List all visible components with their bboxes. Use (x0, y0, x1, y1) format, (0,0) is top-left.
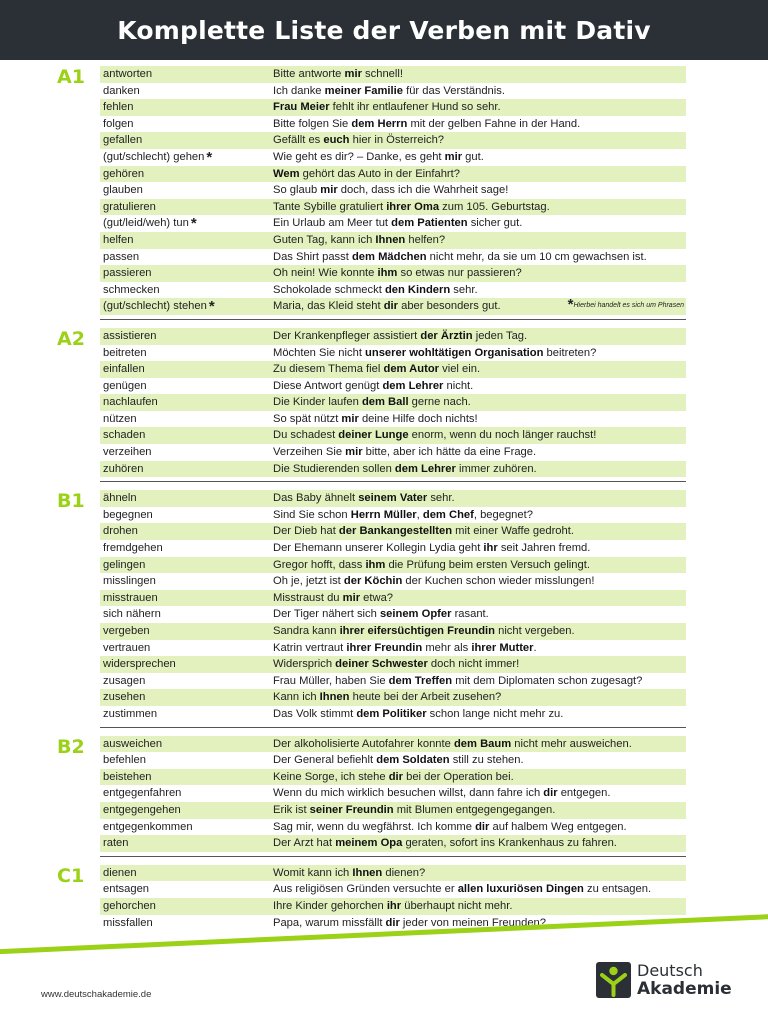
example-sentence: Keine Sorge, ich stehe dir bei der Operation bei. (273, 770, 514, 783)
example-sentence: So spät nützt mir deine Hilfe doch nichts! (273, 412, 478, 425)
example-sentence: Gregor hofft, dass ihm die Prüfung beim ersten Versuch gelingt. (273, 558, 590, 571)
verb: widersprechen (103, 658, 176, 671)
verb: vergeben (103, 625, 150, 637)
verb: passen (103, 250, 140, 263)
example-sentence: Zu diesem Thema fiel dem Autor viel ein. (273, 363, 481, 376)
example-sentence: Der Tiger nähert sich seinem Opfer rasant. (273, 608, 489, 621)
example-sentence: Ein Urlaub am Meer tut dem Patienten sicher gut. (273, 217, 523, 230)
verb: entgegenfahren (103, 787, 182, 800)
verb-row (100, 785, 686, 802)
section-b1 (0, 490, 768, 722)
example-sentence: Katrin vertraut ihrer Freundin mehr als ihrer Mutter. (273, 641, 537, 654)
section-divider (100, 856, 686, 857)
example-sentence: Wie geht es dir? – Danke, es geht mir gut. (273, 150, 484, 163)
verb: (gut/schlecht) stehen * (103, 298, 215, 315)
verb-row (100, 769, 686, 786)
verb-row (100, 99, 686, 116)
verb-row (100, 298, 686, 315)
verb-row (100, 706, 686, 723)
verb: (gut/schlecht) gehen * (103, 148, 213, 166)
verb: danken (103, 84, 140, 97)
logo-line2: Akademie (637, 979, 732, 999)
example-sentence: Diese Antwort genügt dem Lehrer nicht. (273, 379, 474, 392)
example-sentence: Guten Tag, kann ich Ihnen helfen? (273, 233, 446, 246)
verb-row (100, 249, 686, 266)
verb: beistehen (103, 770, 152, 783)
verb: zuhören (103, 462, 144, 475)
footer-url[interactable]: www.deutschakademie.de (41, 989, 152, 1000)
verb: schaden (103, 429, 146, 442)
example-sentence: Womit kann ich Ihnen dienen? (273, 866, 426, 879)
verb: missfallen (103, 916, 153, 929)
example-sentence: So glaub mir doch, dass ich die Wahrheit sage! (273, 184, 509, 197)
section-divider (100, 319, 686, 320)
verb-row (100, 116, 686, 133)
verb-row (100, 802, 686, 819)
section-b2 (0, 736, 768, 852)
example-sentence: Ihre Kinder gehorchen ihr überhaupt nicht mehr. (273, 899, 513, 912)
verb: drohen (103, 525, 138, 538)
verb: entgegenkommen (103, 820, 193, 833)
example-sentence: Widersprich deiner Schwester doch nicht immer! (273, 658, 520, 671)
verb-row (100, 507, 686, 524)
section-divider (100, 727, 686, 728)
verb-row (100, 590, 686, 607)
section-a1 (0, 66, 768, 315)
verb-row (100, 656, 686, 673)
brand-logo (596, 962, 732, 998)
verb-row (100, 490, 686, 507)
verb-row (100, 673, 686, 690)
verb-row (100, 199, 686, 216)
example-sentence: Der alkoholisierte Autofahrer konnte dem Baum nicht mehr ausweichen. (273, 737, 632, 750)
verb-row (100, 557, 686, 574)
verb-row (100, 444, 686, 461)
verb-row (100, 461, 686, 478)
verb: antworten (103, 68, 153, 80)
verb: folgen (103, 117, 134, 130)
example-sentence: Bitte folgen Sie dem Herrn mit der gelben Fahne in der Hand. (273, 117, 581, 130)
example-sentence: Gefällt es euch hier in Österreich? (273, 134, 445, 147)
verb-row (100, 394, 686, 411)
verb-row (100, 411, 686, 428)
example-sentence: Papa, warum missfällt dir jeder von meinen Freunden? (273, 916, 546, 929)
example-sentence: Der Krankenpfleger assistiert der Ärztin jeden Tag. (273, 329, 528, 342)
verb: assistieren (103, 329, 157, 342)
verb: gefallen (103, 134, 143, 147)
verb-row (100, 623, 686, 640)
example-sentence: Aus religiösen Gründen versuchte er allen luxuriösen Dingen zu entsagen. (273, 883, 652, 896)
example-sentence: Sag mir, wenn du wegfährst. Ich komme dir auf halbem Weg entgegen. (273, 820, 627, 833)
verb-row (100, 345, 686, 362)
example-sentence: Das Baby ähnelt seinem Vater sehr. (273, 492, 455, 505)
verb-row (100, 328, 686, 345)
verb: fremdgehen (103, 542, 163, 555)
verb-row (100, 752, 686, 769)
verb: entsagen (103, 883, 150, 896)
verb: misstrauen (103, 591, 158, 604)
verb-row (100, 640, 686, 657)
verb-list (0, 66, 768, 931)
verb: sich nähern (103, 608, 161, 621)
verb: verzeihen (103, 446, 152, 459)
verb: passieren (103, 267, 152, 280)
example-sentence: Der Arzt hat meinem Opa geraten, sofort ins Krankenhaus zu fahren. (273, 837, 617, 850)
verb: fehlen (103, 101, 134, 114)
verb-row (100, 540, 686, 557)
example-sentence: Frau Müller, haben Sie dem Treffen mit dem Diplomaten schon zugesagt? (273, 674, 643, 687)
section-divider (100, 481, 686, 482)
example-sentence: Bitte antworte mir schnell! (273, 68, 403, 80)
logo-icon (596, 962, 631, 998)
verb-row (100, 182, 686, 199)
verb-row (100, 819, 686, 836)
verb-row (100, 378, 686, 395)
verb: gratulieren (103, 200, 156, 213)
example-sentence: Die Kinder laufen dem Ball gerne nach. (273, 396, 471, 409)
verb: einfallen (103, 363, 145, 376)
verb-row (100, 427, 686, 444)
verb-row (100, 881, 686, 898)
verb-row (100, 149, 686, 166)
level-label: B2 (57, 735, 85, 758)
verb-row (100, 83, 686, 100)
verb-row (100, 166, 686, 183)
verb: genügen (103, 379, 147, 392)
example-sentence: Frau Meier fehlt ihr entlaufener Hund so sehr. (273, 101, 501, 114)
verb-row (100, 132, 686, 149)
example-sentence: Schokolade schmeckt den Kindern sehr. (273, 283, 478, 296)
verb: befehlen (103, 754, 146, 767)
verb: beitreten (103, 346, 147, 359)
verb-row (100, 835, 686, 852)
verb-row (100, 865, 686, 882)
verb-row (100, 232, 686, 249)
verb-row (100, 282, 686, 299)
verb: (gut/leid/weh) tun * (103, 215, 197, 232)
verb: misslingen (103, 575, 156, 588)
example-sentence: Der Dieb hat der Bankangestellten mit einer Waffe gedroht. (273, 525, 574, 538)
phrase-asterisk: * (206, 148, 213, 166)
verb: zusagen (103, 674, 146, 687)
verb-row (100, 689, 686, 706)
verb: schmecken (103, 283, 160, 296)
phrase-asterisk: * (208, 298, 215, 315)
example-sentence: Du schadest deiner Lunge enorm, wenn du noch länger rauchst! (273, 429, 597, 442)
verb: begegnen (103, 508, 153, 521)
level-label: C1 (57, 864, 85, 887)
verb: gehören (103, 167, 145, 180)
verb-row (100, 898, 686, 915)
verb: ausweichen (103, 737, 163, 750)
verb: zustimmen (103, 707, 158, 720)
example-sentence: Sind Sie schon Herrn Müller, dem Chef, begegnet? (273, 508, 533, 521)
verb-row (100, 523, 686, 540)
example-sentence: Maria, das Kleid steht dir aber besonders gut. (273, 300, 501, 313)
verb: gelingen (103, 558, 146, 571)
example-sentence: Sandra kann ihrer eifersüchtigen Freundin nicht vergeben. (273, 625, 575, 637)
example-sentence: Oh je, jetzt ist der Köchin der Kuchen schon wieder misslungen! (273, 575, 595, 588)
level-label: A2 (57, 327, 85, 350)
example-sentence: Ich danke meiner Familie für das Verständnis. (273, 84, 505, 97)
example-sentence: Oh nein! Wie konnte ihm so etwas nur passieren? (273, 267, 522, 280)
example-sentence: Die Studierenden sollen dem Lehrer immer zuhören. (273, 462, 537, 475)
verb: gehorchen (103, 899, 156, 912)
verb: raten (103, 837, 129, 850)
example-sentence: Der Ehemann unserer Kollegin Lydia geht ihr seit Jahren fremd. (273, 542, 591, 555)
verb-row (100, 66, 686, 83)
example-sentence: Misstraust du mir etwa? (273, 591, 394, 604)
logo-line1: Deutsch (637, 961, 703, 980)
verb: glauben (103, 184, 143, 197)
page-title: Komplette Liste der Verben mit Dativ (0, 0, 768, 60)
example-sentence: Möchten Sie nicht unserer wohltätigen Organisation beitreten? (273, 346, 597, 359)
verb-row (100, 573, 686, 590)
verb: zusehen (103, 691, 146, 704)
phrase-asterisk: * (190, 215, 197, 232)
example-sentence: Erik ist seiner Freundin mit Blumen entgegengegangen. (273, 803, 556, 816)
verb-row (100, 265, 686, 282)
example-sentence: Wem gehört das Auto in der Einfahrt? (273, 167, 460, 180)
example-sentence: Verzeihen Sie mir bitte, aber ich hätte da eine Frage. (273, 446, 537, 459)
verb: ähneln (103, 492, 137, 505)
verb: helfen (103, 233, 134, 246)
example-sentence: Tante Sybille gratuliert ihrer Oma zum 105. Geburtstag. (273, 200, 550, 213)
section-a2 (0, 328, 768, 477)
verb-row (100, 606, 686, 623)
verb: nachlaufen (103, 396, 158, 409)
verb: nützen (103, 412, 137, 425)
level-label: B1 (57, 490, 85, 513)
verb: entgegengehen (103, 803, 181, 816)
verb: dienen (103, 866, 137, 879)
example-sentence: Das Shirt passt dem Mädchen nicht mehr, da sie um 10 cm gewachsen ist. (273, 250, 647, 263)
example-sentence: Wenn du mich wirklich besuchen willst, dann fahre ich dir entgegen. (273, 787, 611, 800)
example-sentence: Kann ich Ihnen heute bei der Arbeit zusehen? (273, 691, 502, 704)
verb: vertrauen (103, 641, 151, 654)
verb-row (100, 361, 686, 378)
verb-row (100, 215, 686, 232)
example-sentence: Das Volk stimmt dem Politiker schon lange nicht mehr zu. (273, 707, 564, 720)
example-sentence: Der General befiehlt dem Soldaten still zu stehen. (273, 754, 524, 767)
verb-row (100, 736, 686, 753)
phrase-note: *Hierbei handelt es sich um Phrasen (567, 298, 684, 314)
level-label: A1 (57, 66, 85, 88)
